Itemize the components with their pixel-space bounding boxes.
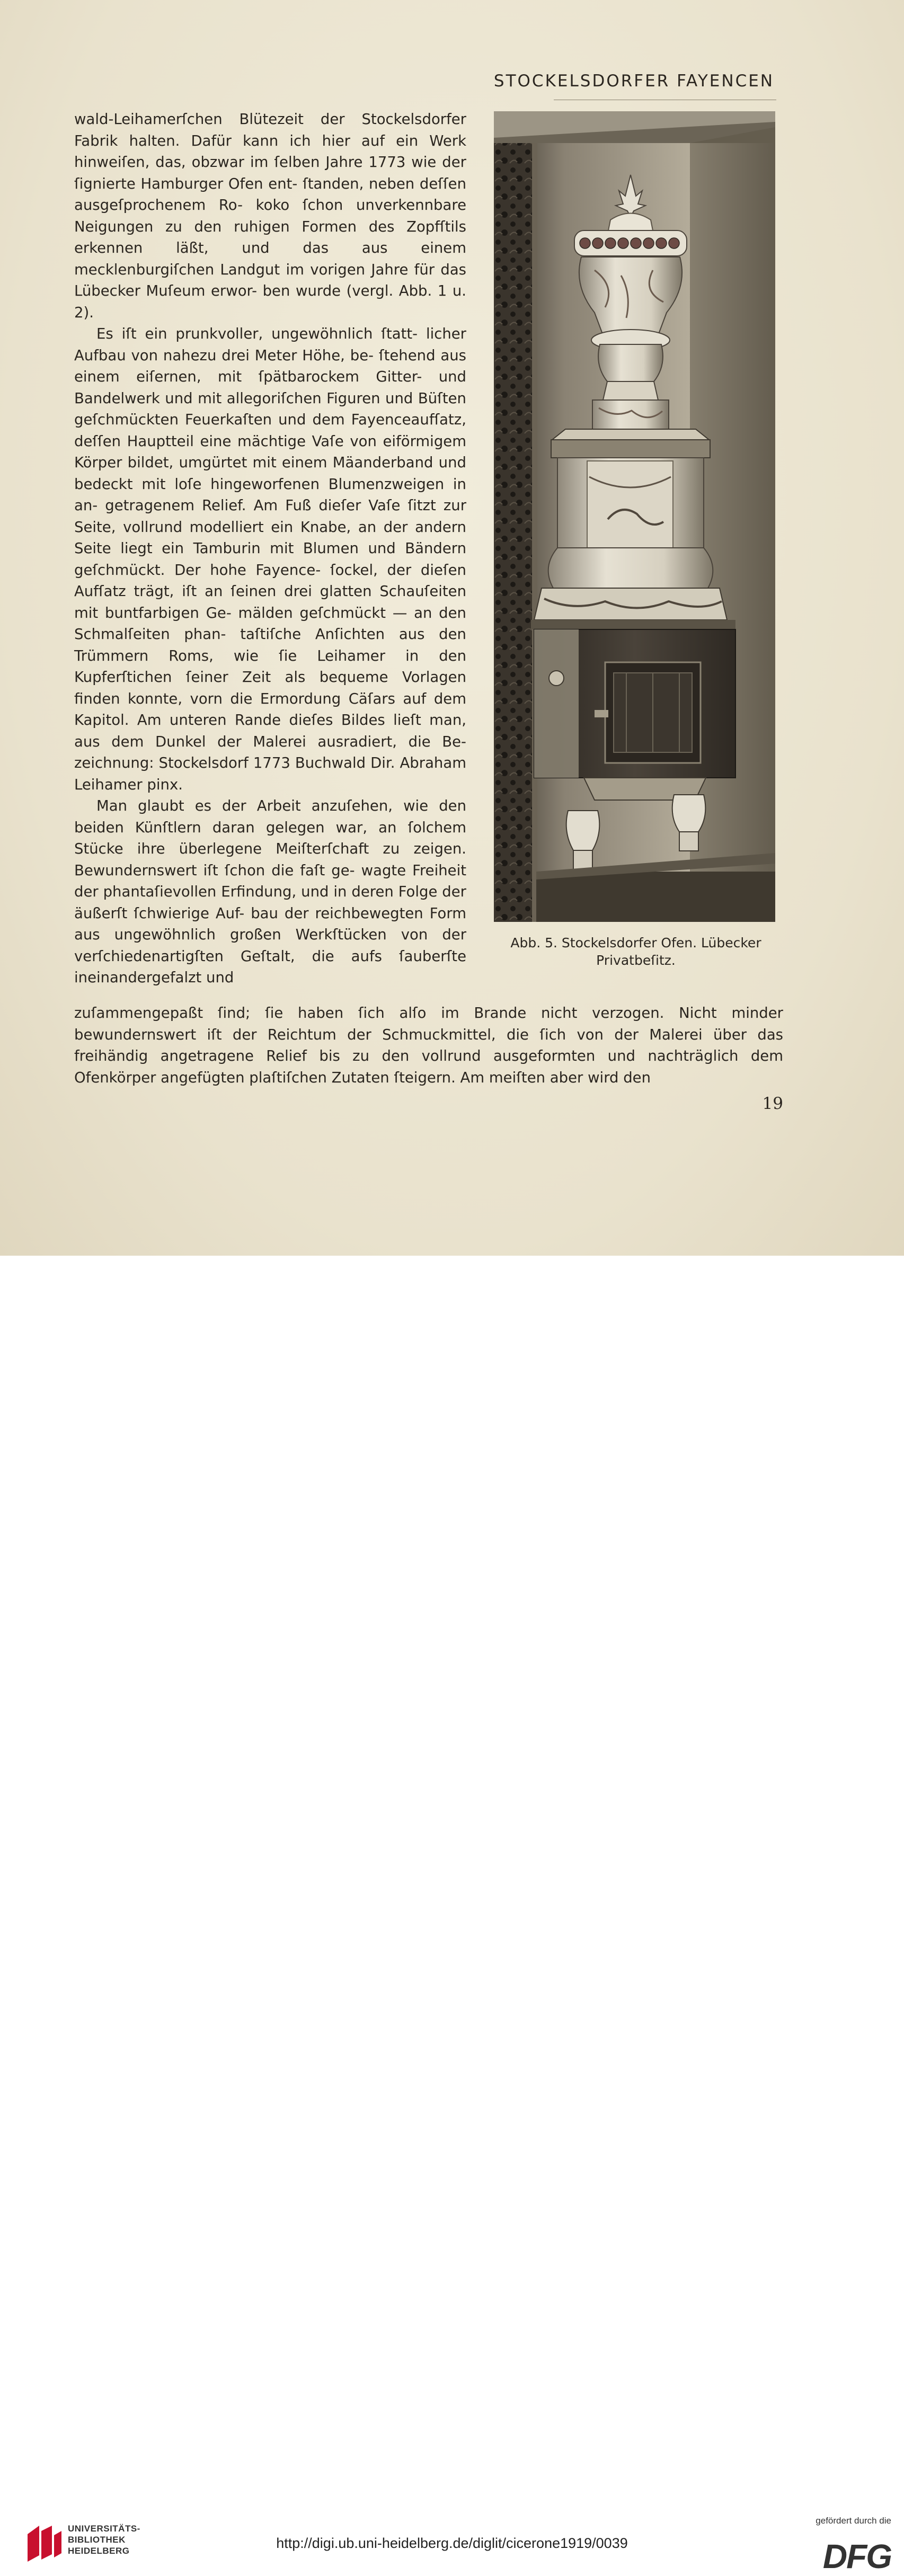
university-library-name: UNIVERSITÄTS- BIBLIOTHEK HEIDELBERG bbox=[68, 2524, 140, 2556]
paragraph-3: Man glaubt es der Arbeit anzuſehen, wie den beiden Künſtlern daran gelegen war, an ſolchem Stücke ihre überlegene Meiſterſchaft zu zeigen. Bewundernswert iſt ſchon die faſt ge- wagte Freiheit der phantaſievollen Erfindung, und in deren Folge der äußerſt ſchwierige Auf- bau der reichbewegten Form aus ungewöhnlich großen Werkſtücken von der verſchiedenartigſten Geſtalt, die aufs ſauberſte ineinandergefalzt und bbox=[74, 797, 467, 986]
dfg-logo: DFG bbox=[822, 2537, 891, 2575]
funding-note: gefördert durch die bbox=[816, 2516, 891, 2526]
source-url-link[interactable]: http://digi.ub.uni-heidelberg.de/diglit/cicerone1919/0039 bbox=[276, 2535, 628, 2551]
stove-photograph bbox=[494, 111, 775, 922]
body-column bbox=[74, 109, 466, 989]
running-head: STOCKELSDORFER FAYENCEN bbox=[493, 72, 774, 91]
caption-line-1: Abb. 5. Stockelsdorfer Ofen. Lübecker bbox=[510, 935, 761, 951]
paragraph-2: Es iſt ein prunkvoller, ungewöhnlich ſtatt- licher Aufbau von nahezu drei Meter Höhe, be- ſtehend aus einem eiſernen, mit ſpätbarockem Gitter- und Bandelwerk und mit allegoriſchen Figuren und Büſten geſchmückten Feuerkaſten und dem Fayenceaufſatz, deſſen Hauptteil eine mächtige Vaſe von eiförmigem Körper bildet, umgürtet mit einem Mäanderband und bedeckt mit loſe hingeworfenen Blumenzweigen in an- getragenem Relief. Am Fuß dieſer Vaſe ſitzt zur Seite, vollrund modelliert ein Knabe, an der andern Seite liegt ein Tamburin mit Blumen und Bändern geſchmückt. Der hohe Fayence- ſockel, der dieſen Aufſatz trägt, iſt an ſeinen drei glatten Schauſeiten mit buntfarbigen Ge- mälden geſchmückt — an den Schmalſeiten phan- taſtiſche Anſichten aus den Trümmern Roms, wie ſie Leihamer in den Kupferſtichen ſeiner Zeit als bequeme Vorlagen finden konnte, vorn die Ermordung Cäſars auf dem Kapitol. Am unteren Rande dieſes Bildes lieſt man, aus dem Dunkel der Malerei ausradiert, die Be- zeichnung: Stockelsdorf 1773 Buchwald Dir. Abraham Leihamer pinx. bbox=[74, 325, 467, 793]
scanned-page bbox=[0, 0, 904, 1256]
figure-caption bbox=[490, 934, 782, 969]
paragraph-3-continued: zuſammengepaßt ſind; ſie haben ſich alſo im Brande nicht verzogen. Nicht minder bewundernswert iſt der Reichtum der Schmuckmittel, die ſich von der Malerei über das freihändig angetragene Relief bis zu den vollrund ausgeformten und nachträglich dem Ofenkörper angefügten plaſtiſchen Zutaten ſteigern. Am meiſten aber wird den bbox=[74, 1005, 783, 1086]
caption-line-2: Privatbeſitz. bbox=[596, 953, 676, 968]
paragraph-1: wald-Leihamerſchen Blütezeit der Stockelsdorfer Fabrik halten. Dafür kann ich hier auf ein Werk hinweiſen, das, obzwar im ſelben Jahre 1773 wie der ſignierte Hamburger Ofen ent- ſtanden, neben deſſen ausgeſprochenem Ro- koko ſchon unverkennbare Neigungen zu den ruhigen Formen des Zopfſtils erkennen läßt, und das aus einem mecklenburgiſchen Landgut im vorigen Jahre für das Lübecker Muſeum erwor- ben wurde (vergl. Abb. 1 u. 2). bbox=[74, 111, 467, 321]
stove-illustration bbox=[494, 111, 775, 922]
digitization-footer bbox=[0, 1256, 904, 2575]
full-width-text bbox=[74, 1002, 783, 1088]
page-number: 19 bbox=[762, 1094, 783, 1113]
